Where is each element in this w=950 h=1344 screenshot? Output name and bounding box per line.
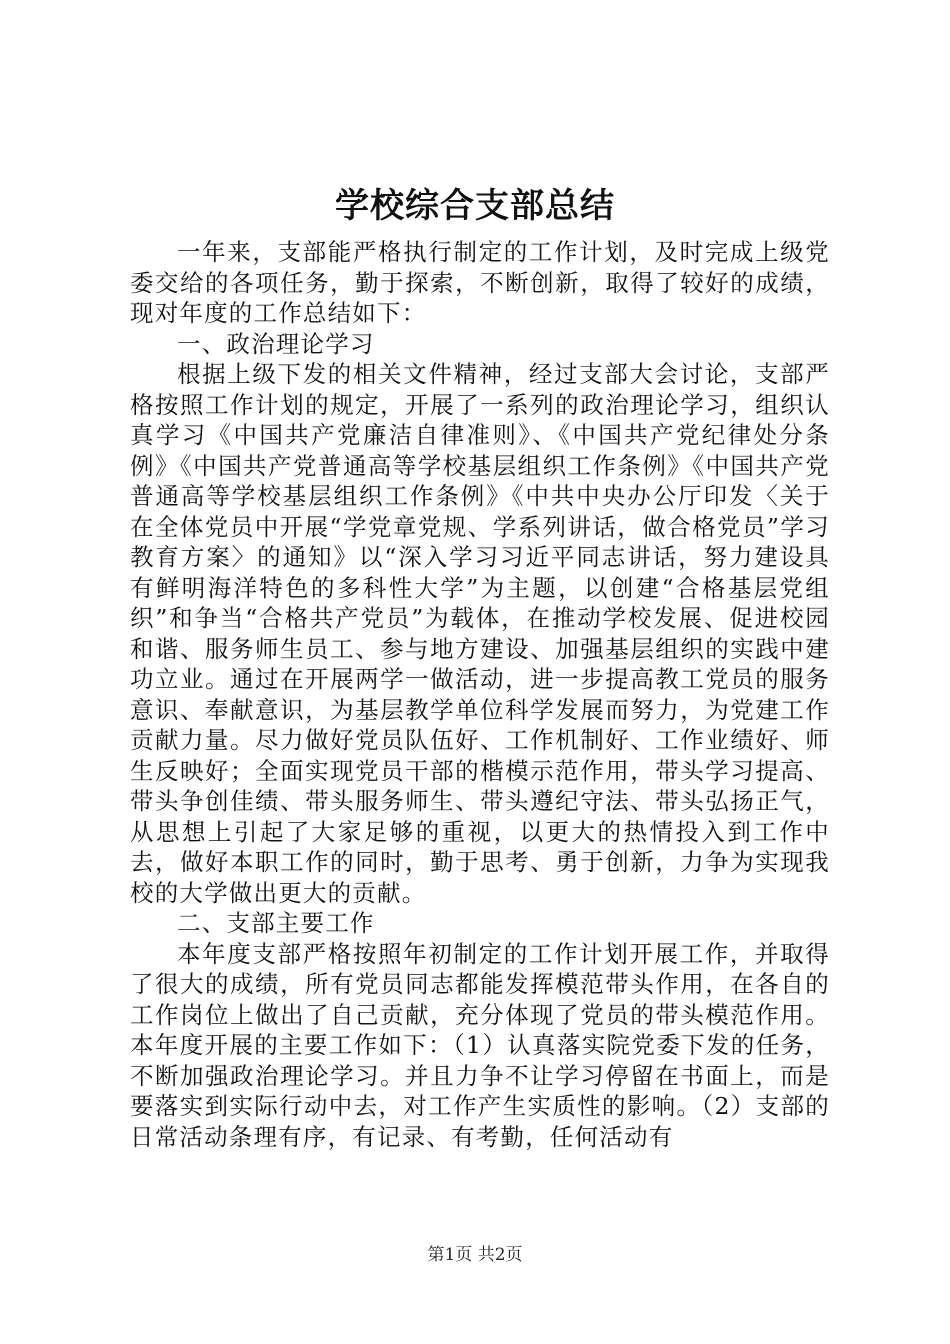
political-study-paragraph: 根据上级下发的相关文件精神，经过支部大会讨论，支部严格按照工作计划的规定，开展了一系列的政治理论学习，组织认真学习《中国共产党廉洁自律准则》、《中国共产党纪律处分条例》《中国共产党普通高等学校基层组织工作条例》《中国共产党普通高等学校基层组织工作条例》《中共中央办公厅印发〈关于在全体党员中开展“学党章党规、学系列讲话，做合格党员”学习教育方案〉的通知》以“深入学习习近平同志讲话，努力建设具有鲜明海洋特色的多科性大学”为主题，以创建“合格基层党组织”和争当“合格共产党员”为载体，在推动学校发展、促进校园和谐、服务师生员工、参与地方建设、加强基层组织的实践中建功立业。通过在开展两学一做活动，进一步提高教工党员的服务意识、奉献意识，为基层教学单位科学发展而努力，为党建工作贡献力量。尽力做好党员队伍好、工作机制好、工作业绩好、师生反映好；全面实现党员干部的楷模示范作用，带头学习提高、带头争创佳绩、带头服务师生、带头遵纪守法、带头弘扬正气，从思想上引起了大家足够的重视，以更大的热情投入到工作中去，做好本职工作的同时，勤于思考、勇于创新，力争为实现我校的大学做出更大的贡献。: [130, 360, 830, 907]
document-body: [130, 237, 830, 1152]
intro-paragraph: 一年来，支部能严格执行制定的工作计划，及时完成上级党委交给的各项任务，勤于探索，不断创新，取得了较好的成绩，现对年度的工作总结如下：: [130, 238, 830, 327]
page-number-footer: 第1页 共2页: [427, 1245, 523, 1265]
section-heading-political-study: 一、政治理论学习: [177, 329, 375, 358]
section-heading-main-work: 二、支部主要工作: [177, 909, 375, 937]
document-title: 学校综合支部总结: [335, 186, 615, 226]
main-work-paragraph: 本年度支部严格按照年初制定的工作计划开展工作，并取得了很大的成绩，所有党员同志都能发挥模范带头作用，在各自的工作岗位上做出了自己贡献，充分体现了党员的带头模范作用。本年度开展的主要工作如下：（1）认真落实院党委下发的任务，不断加强政治理论学习。并且力争不让学习停留在书面上，而是要落实到实际行动中去，对工作产生实质性的影响。（2）支部的日常活动条理有序，有记录、有考勤，任何活动有: [130, 939, 830, 1151]
